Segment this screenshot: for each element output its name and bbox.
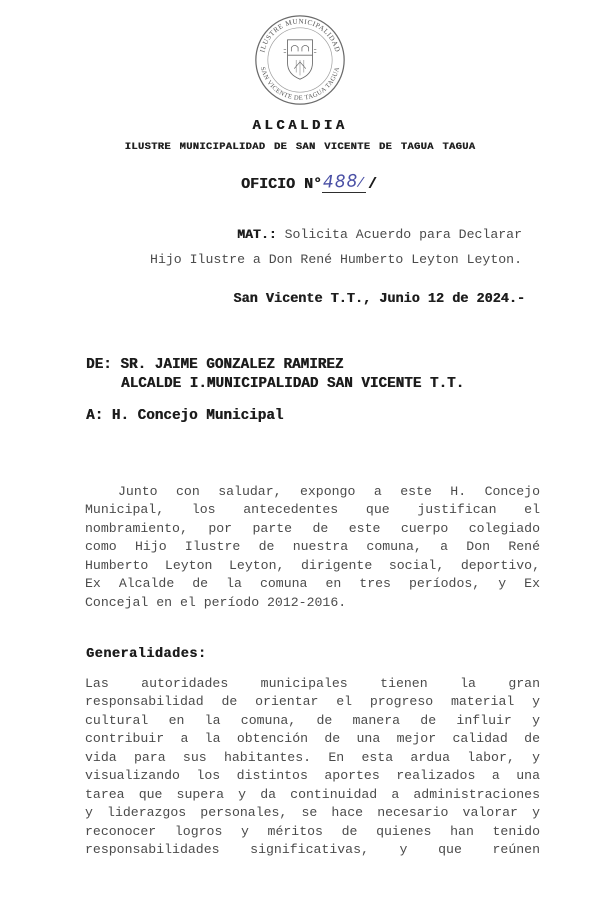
intro-paragraph — [85, 483, 540, 612]
body-line: Ex Alcalde de la comuna en tres períodos, y Ex — [85, 576, 540, 592]
recipient-value: H. Concejo Municipal — [111, 408, 284, 424]
body-line: Las autoridades municipales tienen la gran — [85, 676, 540, 691]
body-line: visualizando los distintos aportes realizados a una — [85, 768, 540, 784]
sender-name: SR. JAIME GONZALEZ RAMIREZ — [120, 357, 344, 373]
oficio-slash-typed: / — [367, 176, 377, 193]
body-line: como Hijo Ilustre de nuestra comuna, a Don René — [85, 539, 540, 555]
recipient-label: A: — [86, 408, 104, 424]
subject-line1-text: Solicita Acuerdo para Declarar — [284, 227, 522, 242]
subject-block — [122, 222, 522, 272]
body-line: responsabilidad de orientar el progreso material y — [85, 694, 540, 710]
body-line: reconocer logros y méritos de quienes han tenido — [85, 823, 540, 839]
sender-name-line — [86, 356, 464, 375]
generalidades-paragraph — [85, 675, 540, 860]
oficio-number-line — [241, 171, 377, 196]
body-line: Concejal en el período 2012-2016. — [85, 594, 347, 610]
body-line: nombramiento, por parte de este cuerpo colegiado — [85, 520, 540, 536]
oficio-number-handwritten: 488 — [322, 171, 359, 193]
department-title: ALCALDIA — [252, 118, 348, 134]
body-line: Junto con saludar, expongo a este H. Concejo — [118, 484, 540, 499]
seal-top-text: ILUSTRE MUNICIPALIDAD — [258, 17, 342, 54]
sender-title: ALCALDE I.MUNICIPALIDAD SAN VICENTE T.T. — [121, 375, 465, 392]
subject-line1 — [122, 222, 522, 247]
body-line: vida para sus habitantes. En esta ardua labor, y — [85, 749, 540, 765]
subject-line2: Hijo Ilustre a Don René Humberto Leyton Leyton. — [150, 252, 522, 267]
seal-shield-icon — [284, 40, 317, 79]
oficio-slash-handwritten: / — [357, 174, 365, 191]
oficio-number-underline — [322, 171, 366, 193]
oficio-label: OFICIO N° — [241, 176, 323, 193]
body-line: y liderazgos personales, se hace necesario valorar y — [85, 805, 540, 821]
municipal-seal — [252, 12, 348, 108]
body-line: responsabilidades significativas, y que reúnen — [85, 842, 540, 858]
dateline: San Vicente T.T., Junio 12 de 2024.- — [233, 292, 525, 307]
subject-label: MAT.: — [237, 227, 277, 242]
sender-block — [86, 356, 464, 393]
body-line: tarea que supera y da continuidad a administraciones — [85, 786, 540, 802]
section-heading-generalidades: Generalidades: — [86, 647, 207, 662]
seal-bottom-text: SAN VICENTE DE TAGUA TAGUA — [258, 66, 342, 102]
municipal-seal-emblem — [252, 12, 348, 108]
body-line: Municipal, los antecedentes que justifican el — [85, 502, 540, 518]
municipality-name: ILUSTRE MUNICIPALIDAD DE SAN VICENTE DE TAGUA TAGUA — [124, 141, 476, 153]
body-line: cultural en la comuna, de manera de influir y — [85, 712, 540, 728]
sender-label: DE: — [86, 357, 112, 373]
body-line: Humberto Leyton Leyton, dirigente social, deportivo, — [85, 557, 540, 573]
body-line: contribuir a la obtención de una mejor calidad de — [85, 731, 540, 747]
recipient-line — [86, 408, 283, 424]
